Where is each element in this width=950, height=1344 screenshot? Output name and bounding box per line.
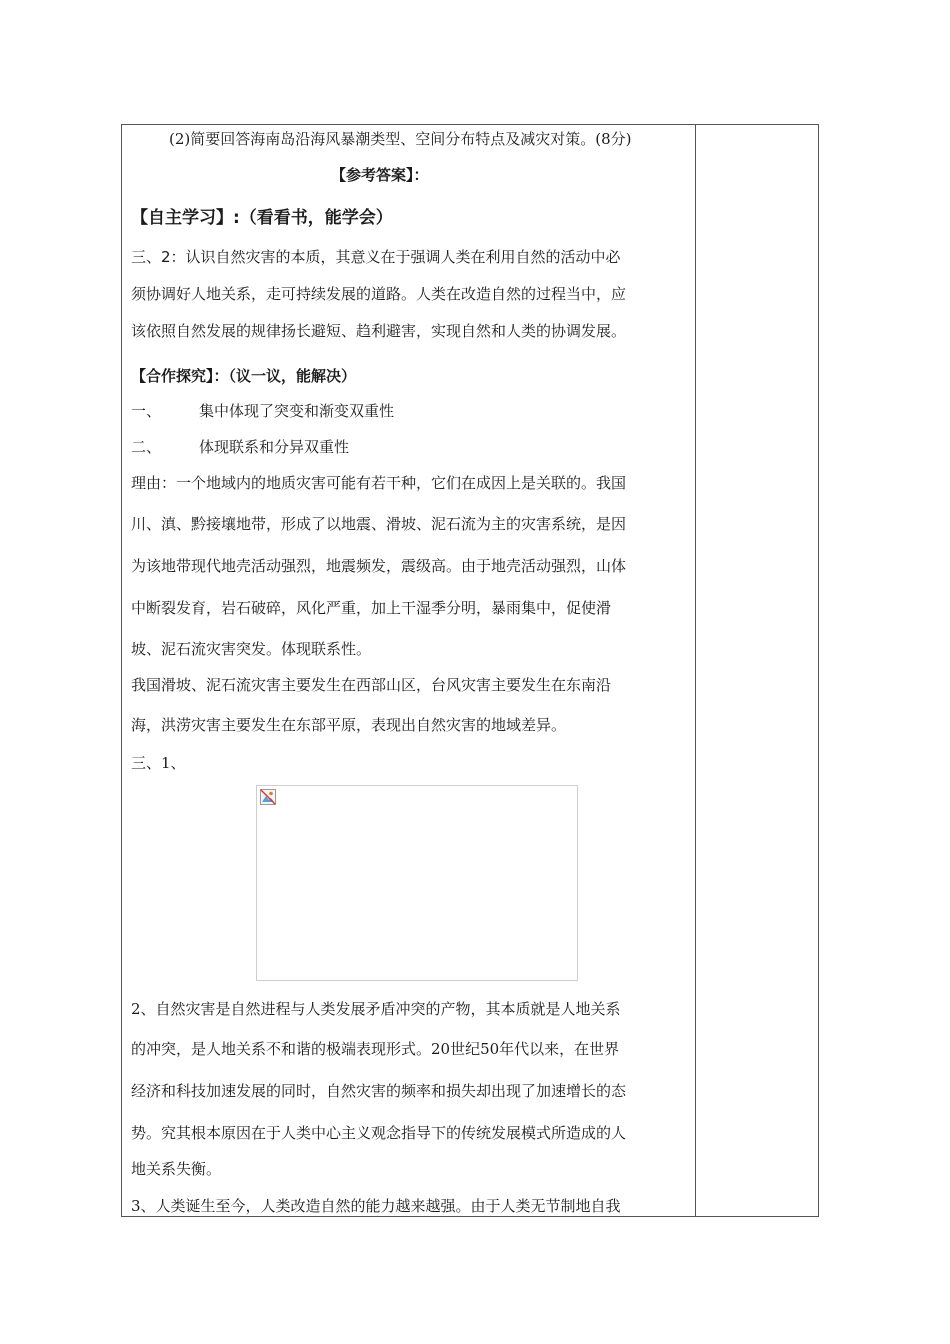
reason-line: 我国滑坡、泥石流灾害主要发生在西部山区，台风灾害主要发生在东南沿 (131, 676, 612, 694)
broken-image-icon (260, 789, 276, 805)
section3-line: 经济和科技加速发展的同时，自然灾害的频率和损失却出现了加速增长的态 (131, 1082, 627, 1100)
reason-line: 理由：一个地域内的地质灾害可能有若干种，它们在成因上是关联的。我国 (131, 474, 627, 492)
reason-line: 川、滇、黔接壤地带，形成了以地震、滑坡、泥石流为主的灾害系统，是因 (131, 515, 627, 533)
reason-line: 海，洪涝灾害主要发生在东部平原，表现出自然灾害的地域差异。 (131, 716, 567, 734)
coop-heading: 【合作探究】：（议一议，能解决） (131, 367, 357, 385)
section3-line: 势。究其根本原因在于人类中心主义观念指导下的传统发展模式所造成的人 (131, 1124, 627, 1142)
broken-image-placeholder (256, 785, 578, 981)
section3-line: 地关系失衡。 (131, 1160, 222, 1178)
section3-line: 的冲突，是人地关系不和谐的极端表现形式。20世纪50年代以来，在世界 (131, 1040, 620, 1058)
reason-line: 坡、泥石流灾害突发。体现联系性。 (131, 640, 372, 658)
section3-label: 三、1、 (131, 754, 186, 772)
section3-line: 2、自然灾害是自然进程与人类发展矛盾冲突的产物，其本质就是人地关系 (131, 1000, 621, 1018)
self-study-heading: 【自主学习】:（看看书，能学会） (131, 208, 393, 228)
section3-line: 3、人类诞生至今，人类改造自然的能力越来越强。由于人类无节制地自我 (131, 1197, 621, 1215)
coop-item-text: 体现联系和分异双重性 (199, 438, 350, 456)
self-study-line: 该依照自然发展的规律扬长避短、趋利避害，实现自然和人类的协调发展。 (131, 322, 627, 340)
coop-item-number: 一、 (131, 402, 162, 420)
self-study-line: 三、2：认识自然灾害的本质，其意义在于强调人类在利用自然的活动中必 (131, 248, 621, 266)
reason-line: 为该地带现代地壳活动强烈，地震频发，震级高。由于地壳活动强烈，山体 (131, 557, 627, 575)
question-text: (2)简要回答海南岛沿海风暴潮类型、空间分布特点及减灾对策。(8分) (169, 130, 632, 148)
coop-item-number: 二、 (131, 438, 162, 456)
coop-item-text: 集中体现了突变和渐变双重性 (199, 402, 395, 420)
reason-line: 中断裂发育，岩石破碎，风化严重，加上干湿季分明，暴雨集中，促使滑 (131, 599, 612, 617)
answer-heading: 【参考答案】： (331, 166, 429, 184)
column-divider (695, 125, 696, 1216)
content-table (121, 124, 819, 1217)
self-study-line: 须协调好人地关系，走可持续发展的道路。人类在改造自然的过程当中，应 (131, 285, 627, 303)
